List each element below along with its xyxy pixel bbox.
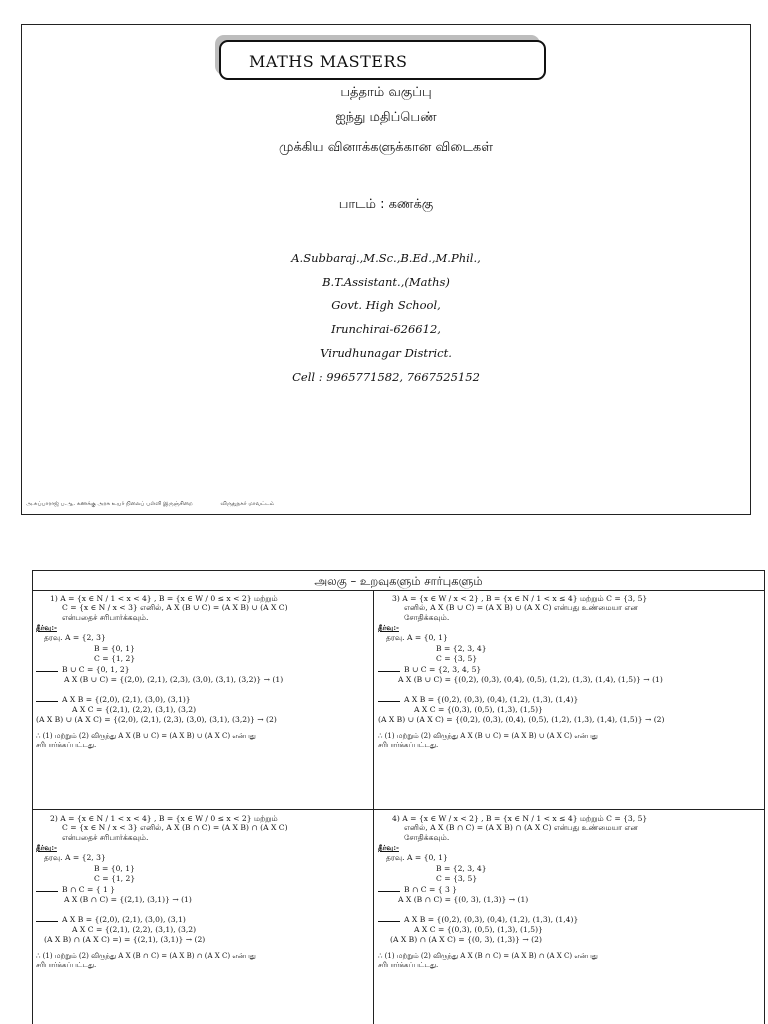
q2-axb: A X B = {(2,0), (2,1), (3,0), (3,1) — [62, 914, 186, 924]
q1-lhs: A X (B ∪ C) = {(2,0), (2,1), (2,3), (3,0), (3,1), (3,2)} → (1) — [64, 675, 284, 685]
q1-axc: A X C = {(2,1), (2,2), (3,1), (3,2) — [72, 705, 197, 715]
q3-line3: சோதிக்கவும். — [404, 612, 450, 622]
q2-conclusion: ∴ (1) மற்றும் (2) விருந்து A X (B ∩ C) = (A X B) ∩ (A X C) என்பது — [36, 952, 256, 961]
q4-conclusion: ∴ (1) மற்றும் (2) விருந்து A X (B ∩ C) = (A X B) ∩ (A X C) என்பது — [378, 952, 598, 961]
footer-district: விருதுநகர் மாவட்டம் — [220, 501, 275, 507]
q1-conclusion: ∴ (1) மற்றும் (2) விருந்து A X (B ∪ C) = (A X B) ∪ (A X C) என்பது — [36, 732, 256, 741]
q1-line3: என்பதைச் சரிபார்க்கவும். — [62, 612, 149, 622]
q1-given-a: தரவு. A = {2, 3} — [44, 633, 106, 643]
cell-number: Cell : 9965771582, 7667525152 — [292, 370, 480, 384]
school-place: Irunchirai-626612, — [331, 322, 441, 336]
q2-rhs: (A X B) ∩ (A X C) =) = {(2,1), (3,1)} → (2) — [44, 934, 206, 944]
class-line: பத்தாம் வகுப்பு — [340, 85, 432, 100]
q1-union: B ∪ C = {0, 1, 2} — [62, 664, 130, 674]
q1-set-b: B = {0, 1} — [94, 643, 135, 653]
question-3 — [378, 594, 764, 750]
q1-rhs: (A X B) ∪ (A X C) = {(2,0), (2,1), (2,3), (3,0), (3,1), (3,2)} → (2) — [36, 714, 277, 724]
answers-line: முக்கிய வினாக்களுக்கான விடைகள் — [279, 140, 493, 155]
school-name: Govt. High School, — [331, 298, 441, 312]
q4-lhs: A X (B ∩ C) = {(0, 3), (1,3)} → (1) — [398, 895, 529, 905]
q1-set-c: C = {1, 2} — [94, 654, 136, 664]
q2-lhs: A X (B ∩ C) = {(2,1), (3,1)} → (1) — [64, 895, 192, 905]
cover-footer — [26, 501, 300, 508]
school-district: Virudhunagar District. — [320, 346, 452, 360]
q2-axc: A X C = {(2,1), (2,2), (3,1), (3,2) — [72, 925, 197, 935]
q2-set-c: C = {1, 2} — [94, 874, 136, 884]
q3-rhs: (A X B) ∪ (A X C) = {(0,2), (0,3), (0,4), (0,5), (1,2), (1,3), (1,4), (1,5)} → (2) — [378, 714, 665, 724]
q4-solution-label: தீர்வு:- — [378, 843, 399, 853]
q3-set-b: B = {2, 3, 4} — [436, 643, 487, 653]
q3-union: B ∪ C = {2, 3, 4, 5} — [404, 664, 482, 674]
q4-verified: சரிபார்க்கப்பட்டது. — [378, 961, 439, 970]
q3-set-c: C = {3, 5} — [436, 654, 478, 664]
author-designation: B.T.Assistant.,(Maths) — [322, 275, 450, 289]
q3-solution-label: தீர்வு:- — [378, 623, 399, 633]
q2-given-a: தரவு. A = {2, 3} — [44, 853, 106, 863]
question-1 — [36, 594, 372, 750]
row-divider — [33, 809, 764, 810]
q3-axc: A X C = {(0,3), (0,5), (1,3), (1,5)} — [414, 705, 543, 715]
q4-line1: 4) A = {x ∈ W / x < 2} , B = {x ∈ N / 1 < x ≤ 4} மற்றும் C = {3, 5} — [392, 814, 648, 823]
q1-line1: 1) A = {x ∈ N / 1 < x < 4} , B = {x ∈ W / 0 ≤ x < 2} மற்றும் — [50, 594, 278, 603]
q2-line2: C = {x ∈ N / x < 3} எனில், A X (B ∩ C) = (A X B) ∩ (A X C) — [62, 823, 288, 833]
q1-line2: C = {x ∈ N / x < 3} எனில், A X (B ∪ C) = (A X B) ∪ (A X C) — [62, 603, 288, 613]
banner-title: MATHS MASTERS — [219, 40, 546, 80]
q2-line1: 2) A = {x ∈ N / 1 < x < 4} , B = {x ∈ W / 0 ≤ x < 2} மற்றும் — [50, 814, 278, 823]
q1-solution-label: தீர்வு:- — [36, 623, 57, 633]
q4-rhs: (A X B) ∩ (A X C) = {(0, 3), (1,3)} → (2) — [390, 934, 542, 944]
marks-line: ஐந்து மதிப்பெண் — [335, 110, 437, 125]
q1-axb: A X B = {(2,0), (2,1), (3,0), (3,1)} — [62, 694, 191, 704]
q3-axb: A X B = {(0,2), (0,3), (0,4), (1,2), (1,3), (1,4)} — [404, 694, 579, 704]
q3-lhs: A X (B ∪ C) = {(0,2), (0,3), (0,4), (0,5), (1,2), (1,3), (1,4), (1,5)} → (1) — [398, 675, 663, 685]
q3-line1: 3) A = {x ∈ W / x < 2} , B = {x ∈ N / 1 < x ≤ 4} மற்றும் C = {3, 5} — [392, 594, 648, 603]
q3-line2: எனில், A X (B ∪ C) = (A X B) ∪ (A X C) என்பது உண்மையா என — [404, 603, 638, 613]
q2-set-b: B = {0, 1} — [94, 863, 135, 873]
q2-verified: சரிபார்க்கப்பட்டது. — [36, 961, 97, 970]
q2-intersection: B ∩ C = { 1 } — [62, 884, 116, 894]
q4-line3: சோதிக்கவும். — [404, 832, 450, 842]
question-4 — [378, 814, 764, 970]
cover-page — [21, 24, 751, 515]
author-name: A.Subbaraj.,M.Sc.,B.Ed.,M.Phil., — [291, 251, 481, 265]
question-2 — [36, 814, 372, 970]
q3-conclusion: ∴ (1) மற்றும் (2) விருந்து A X (B ∪ C) = (A X B) ∪ (A X C) என்பது — [378, 732, 598, 741]
q4-set-c: C = {3, 5} — [436, 874, 478, 884]
q4-intersection: B ∩ C = { 3 } — [404, 884, 458, 894]
footer-name: அ.சுப்பாராஜ் ப.ஆ. கணக்கு அரசு உயர் நிலைப் பள்ளி இருஞ்சிறை — [26, 501, 193, 507]
column-divider — [373, 591, 374, 1024]
subject-line: பாடம் : கணக்கு — [338, 197, 434, 212]
q4-axb: A X B = {(0,2), (0,3), (0,4), (1,2), (1,3), (1,4)} — [404, 914, 579, 924]
unit-title: அலகு – உறவுகளும் சார்புகளும் — [33, 571, 764, 591]
q1-verified: சரிபார்க்கப்பட்டது. — [36, 741, 97, 750]
q2-line3: என்பதைச் சரிபார்க்கவும். — [62, 832, 149, 842]
q4-set-b: B = {2, 3, 4} — [436, 863, 487, 873]
q3-given-a: தரவு. A = {0, 1} — [386, 633, 448, 643]
worksheet — [32, 570, 765, 1024]
q4-line2: எனில், A X (B ∩ C) = (A X B) ∩ (A X C) என்பது உண்மையா என — [404, 823, 638, 833]
q4-given-a: தரவு. A = {0, 1} — [386, 853, 448, 863]
q2-solution-label: தீர்வு:- — [36, 843, 57, 853]
q4-axc: A X C = {(0,3), (0,5), (1,3), (1,5)} — [414, 925, 543, 935]
q3-verified: சரிபார்க்கப்பட்டது. — [378, 741, 439, 750]
